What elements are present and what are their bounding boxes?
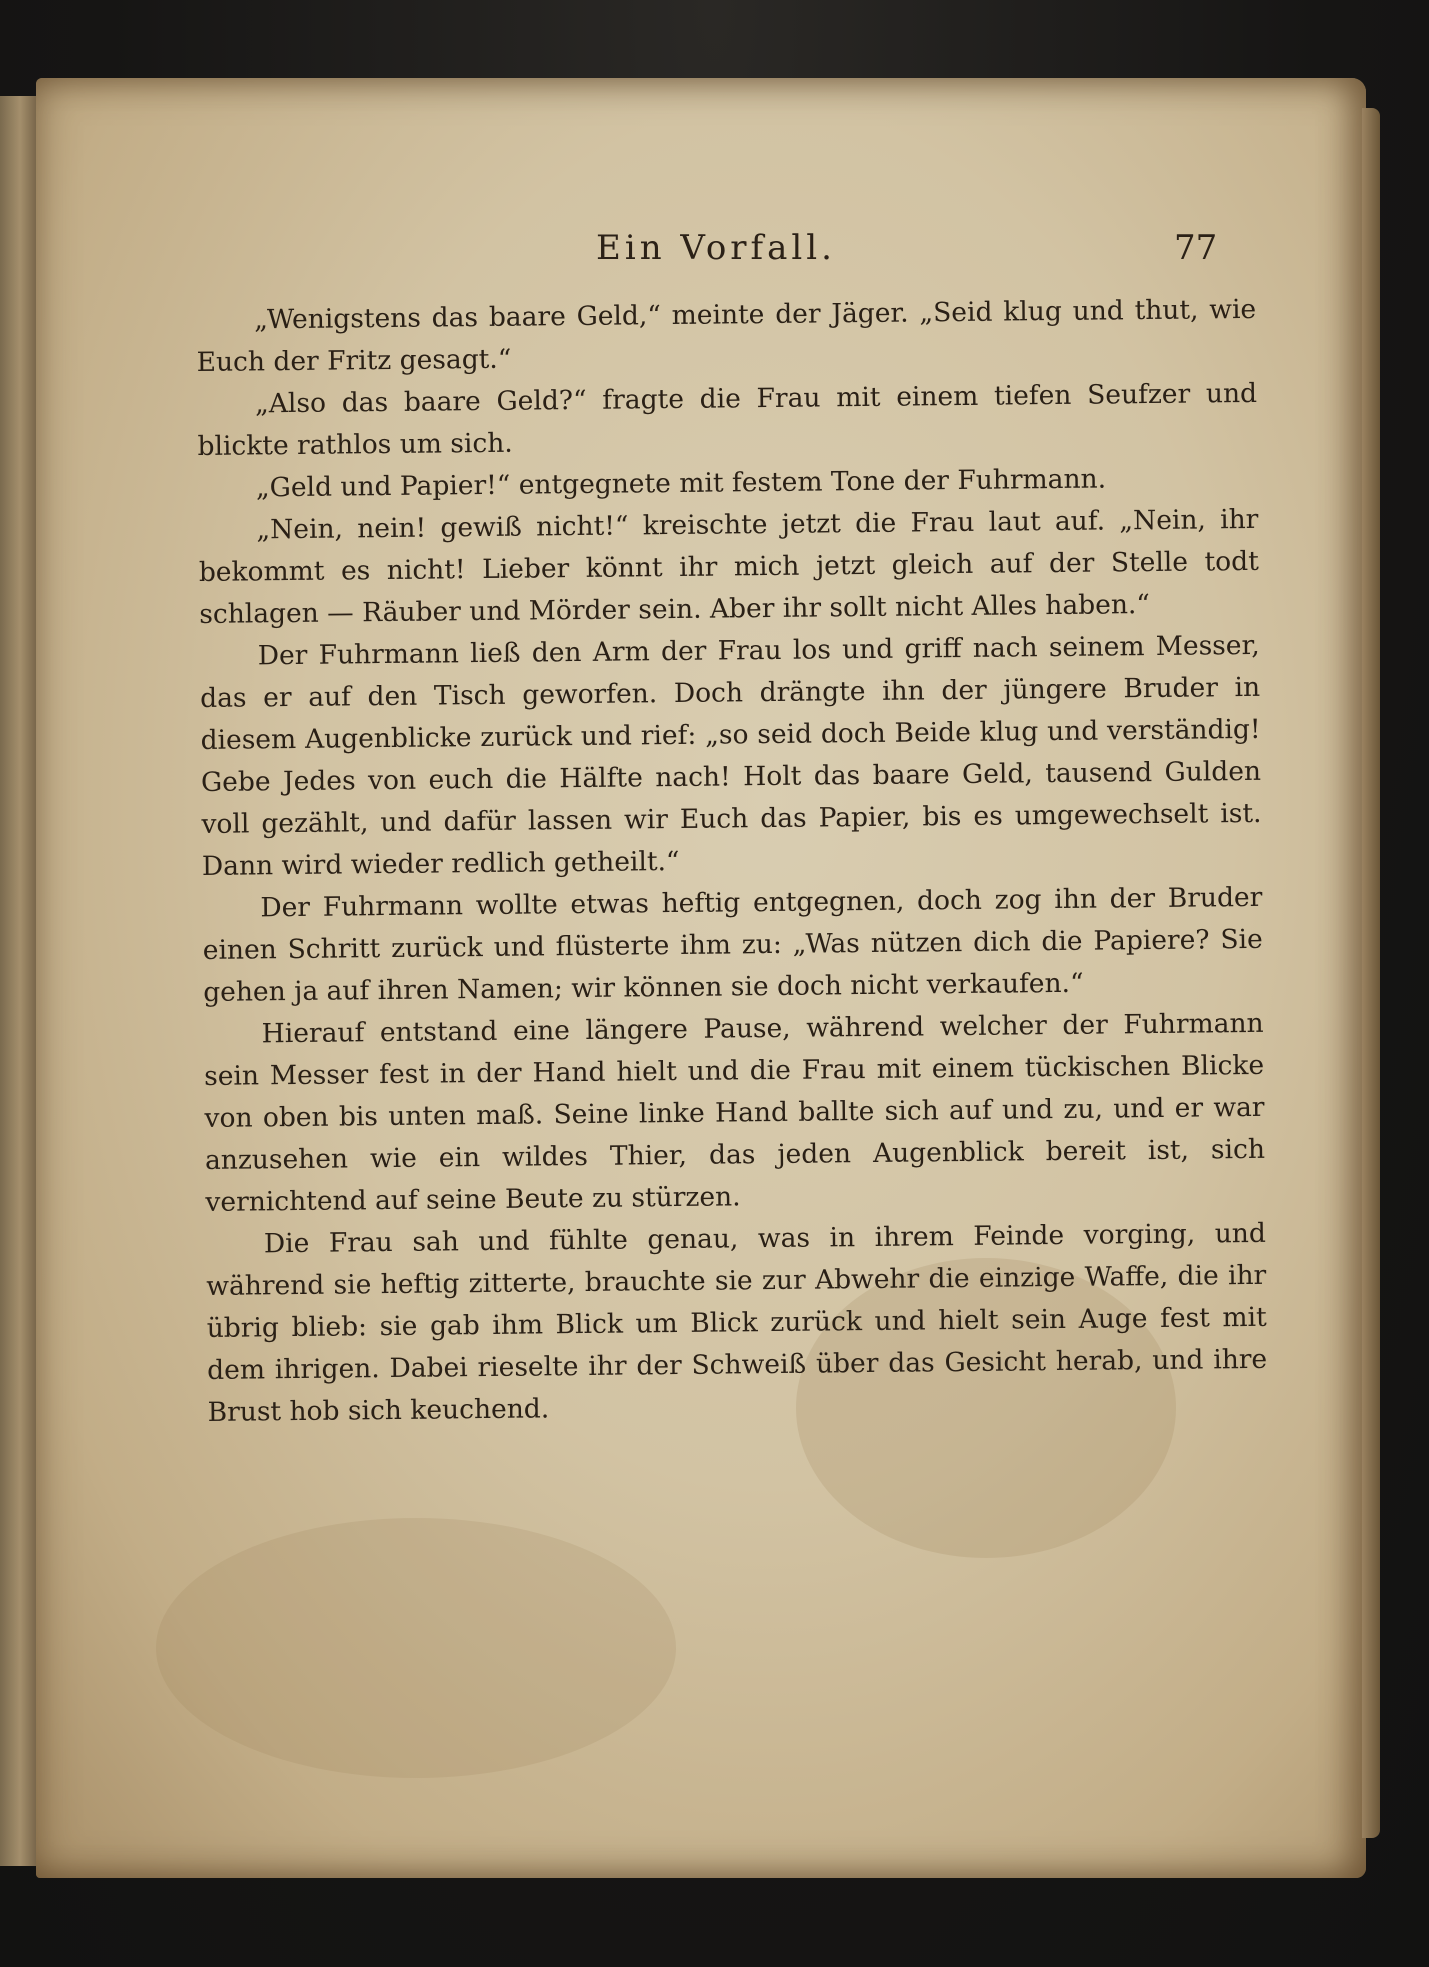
running-title: Ein Vorfall. [596, 228, 836, 268]
paragraph: „Geld und Papier!“ entgegnete mit festem Tone der Fuhrmann. [255, 463, 1107, 504]
page-header [36, 228, 1366, 288]
paper-stain [156, 1518, 676, 1778]
paragraph: Die Frau sah und fühlte genau, was in ihrem Feinde vorging, und während sie heftig zitterte, brauchte sie zur Abwehr die einzige Waffe, die ihr übrig blieb: sie gab ihm Blick um Blick zurück und hielt sein Auge fest mit dem ihrigen. Dabei rieselte ihr der Schweiß über das Gesicht herab, und ihre Brust hob sich keuchend. [206, 1217, 1268, 1428]
body-text [196, 289, 1268, 1434]
paragraph: „Wenigstens das baare Geld,“ meinte der Jäger. „Seid klug und thut, wie Euch der Fritz gesagt.“ [196, 293, 1257, 378]
paragraph: Der Fuhrmann wollte etwas heftig entgegnen, doch zog ihn der Bruder einen Schritt zurück und flüsterte ihm zu: „Was nützen dich die Papiere? Sie gehen ja auf ihren Namen; wir können sie doch nicht verkaufen.“ [202, 881, 1263, 1008]
book-page [36, 78, 1366, 1878]
paragraph: Hierauf entstand eine längere Pause, während welcher der Fuhrmann sein Messer fest in der Hand hielt und die Frau mit einem tückischen Blicke von oben bis unten maß. Seine linke Hand ballte sich auf und zu, und er war anzusehen wie ein wildes Thier, das jeden Augenblick bereit ist, sich vernichtend auf seine Beute zu stürzen. [203, 1007, 1266, 1218]
paragraph: „Also das baare Geld?“ fragte die Frau mit einem tiefen Seufzer und blickte rathlos um sich. [197, 377, 1258, 462]
page-number: 77 [1174, 228, 1218, 268]
paragraph: „Nein, nein! gewiß nicht!“ kreischte jetzt die Frau laut auf. „Nein, ihr bekommt es nicht! Lieber könnt ihr mich jetzt gleich auf der Stelle todt schlagen — Räuber und Mörder sein. Aber ihr sollt nicht Alles haben.“ [198, 503, 1259, 630]
page-edge [1362, 108, 1380, 1838]
paragraph: Der Fuhrmann ließ den Arm der Frau los und griff nach seinem Messer, das er auf den Tisch geworfen. Doch drängte ihn der jüngere Bruder in diesem Augenblicke zurück und rief: „so seid doch Beide klug und verständig! Gebe Jedes von euch die Hälfte nach! Holt das baare Geld, tausend Gulden voll gezählt, und dafür lassen wir Euch das Papier, bis es umgewechselt ist. Dann wird wieder redlich getheilt.“ [200, 629, 1262, 882]
